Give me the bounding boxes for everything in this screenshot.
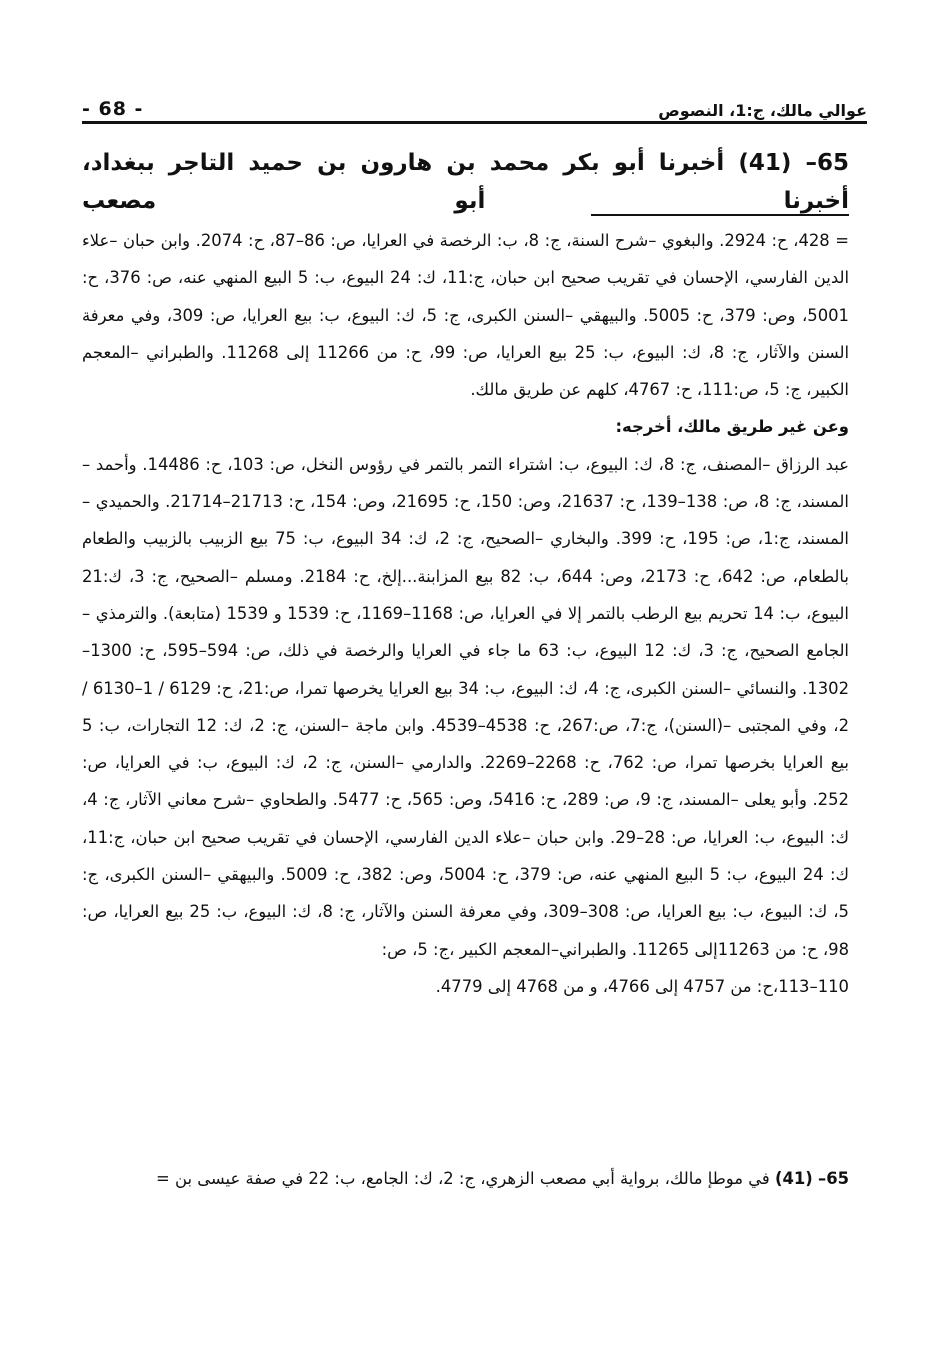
hadith-text (82, 144, 849, 220)
next-footnote-number: 65– (817, 1169, 849, 1188)
hadith-body: أخبرنا أبو بكر محمد بن هارون بن حميد التاجر ببغداد، أخبرنا أبو مصعب (82, 150, 849, 214)
footnote-paragraph-2: عبد الرزاق –المصنف، ج: 8، ك: البيوع، ب: اشتراء التمر بالتمر في رؤوس النخل، ص: 103، ح: 14486. وأحمد –المسند، ج: 8، ص: 138–139، ح: 21637، وص: 150، ح: 21695، وص: 154، ح: 21713–21714. والحميدي – المسند، ج:1، ص: 195، ح: 399. والبخاري –الصحيح، ج: 2، ك: 34 البيوع، ب: 75 بيع الزبيب بالزبيب والطعام بالطعام، ص: 642، ح: 2173، وص: 644، ب: 82 بيع المزابنة...إلخ، ح: 2184. ومسلم –الصحيح، ج: 3، ك:21 البيوع، ب: 14 تحريم بيع الرطب بالتمر إلا في العرايا، ص: 1168–1169، ح: 1539 و 1539 (متابعة). والترمذي –الجامع الصحيح، ج: 3، ك: 12 البيوع، ب: 63 ما جاء في العرايا والرخصة في ذلك، ص: 594–595، ح: 1300–1302. والنسائي –السنن الكبرى، ج: 4، ك: البيوع، ب: 34 بيع العرايا يخرصها تمرا، ص:21، ح: 6129 / 1–6130 / 2، وفي المجتبى –(السنن)، ج:7، ص:267، ح: 4538–4539. وابن ماجة –السنن، ج: 2، ك: 12 التجارات، ب: 5 بيع العرايا بخرصها تمرا، ص: 762، ح: 2268–2269. والدارمي –السنن، ج: 2، ك: البيوع، ب: في العرايا، ص: 252. وأبو يعلى –المسند، ج: 9، ص: 289، ح: 5416، وص: 565، ح: 5477. والطحاوي –شرح معاني الآثار، ج: 4، ك: البيوع، ب: العرايا، ص: 28–29. وابن حبان –علاء الدين الفارسي، الإحسان في تقريب صحيح ابن حبان، ج:11، ك: 24 البيوع، ب: 5 البيع المنهي عنه، ص: 379، ح: 5004، وص: 382، ح: 5009. والبيهقي –السنن الكبرى، ج: 5، ك: البيوع، ب: بيع العرايا، ص: 308–309، وفي معرفة السنن والآثار، ج: 8، ك: البيوع، ب: 25 بيع العرايا، ص: 98، ح: من 11263إلى 11265. والطبراني–المعجم الكبير ،ج: 5، ص: (82, 454, 850, 959)
footnote-rule (591, 214, 849, 216)
next-footnote (82, 1160, 849, 1197)
footnotes (82, 222, 849, 1005)
header-rule (82, 121, 867, 124)
page-header (82, 86, 867, 120)
footnote-paragraph-1: = 428، ح: 2924. والبغوي –شرح السنة، ج: 8، ب: الرخصة في العرايا، ص: 86–87، ح: 2074. وابن حبان –علاء الدين الفارسي، الإحسان في تقريب صحيح ابن حبان، ج:11، ك: 24 البيوع، ب: 5 البيع المنهي عنه، ص: 376، ح: 5001، وص: 379، ح: 5005. والبيهقي –السنن الكبرى، ج: 5، ك: البيوع، ب: بيع العرايا، ص: 309، وفي معرفة السنن والآثار، ج: 8، ك: البيوع، ب: 25 بيع العرايا، ص: 99، ح: من 11266 إلى 11268. والطبراني –المعجم الكبير، ج: 5، ص:111، ح: 4767، كلهم عن طريق مالك. (82, 231, 850, 400)
page-number: - 68 - (82, 98, 144, 120)
hadith-number: 65– (805, 150, 849, 176)
footnote-paragraph-3: 110–113،ح: من 4757 إلى 4766، و من 4768 إلى 4779. (435, 976, 849, 996)
next-footnote-ref: (41) (774, 1169, 813, 1188)
running-title: عوالي مالك، ج:1، النصوص (658, 101, 867, 120)
hadith-ref: (41) (738, 150, 792, 176)
next-footnote-text: في موطإ مالك، برواية أبي مصعب الزهري، ج: 2، ك: الجامع، ب: 22 في صفة عيسى بن = (156, 1169, 770, 1188)
other-route-label: وعن غير طريق مالك، أخرجه: (615, 417, 849, 437)
